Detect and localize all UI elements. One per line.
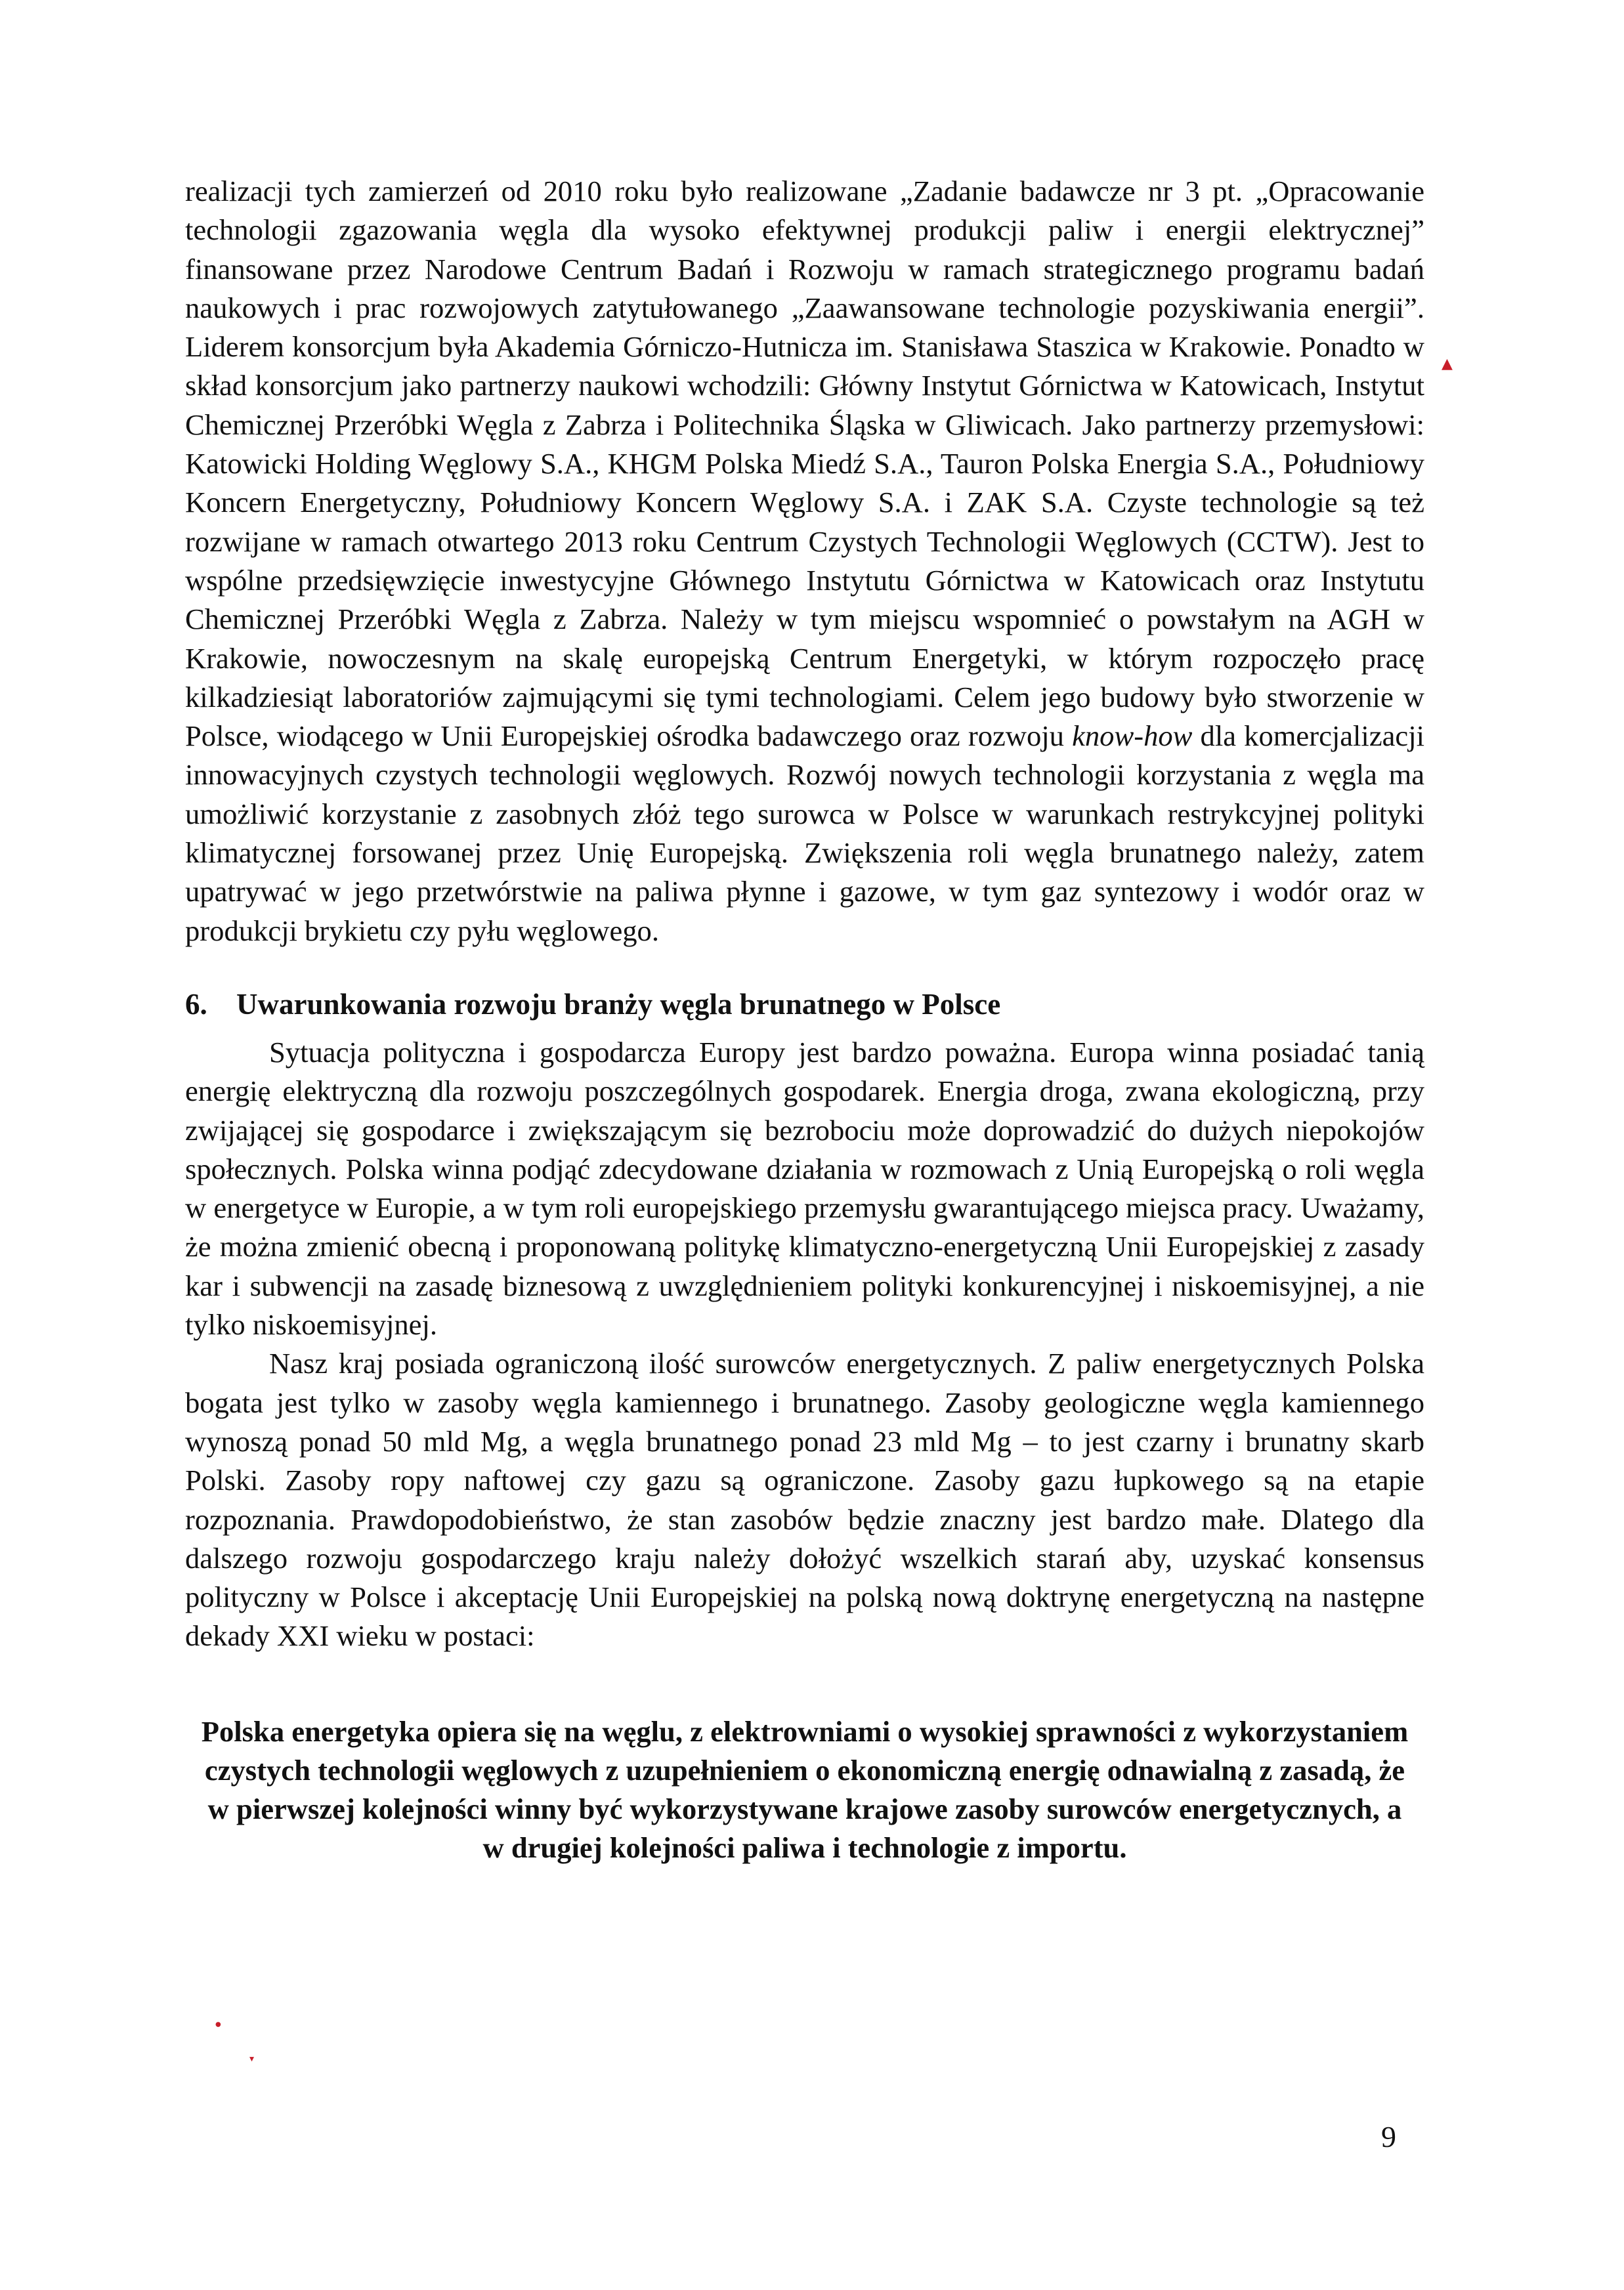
section-number: 6. — [185, 987, 207, 1021]
red-ink-mark-lower: ▾ — [249, 2054, 255, 2064]
paragraph-1-text-b: dla komercjalizacji innowacyjnych czystych technologii węglowych. Rozwój nowych technologii korzystania z węgla ma umożliwić korzystanie z zasobnych złóż tego surowca w Polsce w warunkach restrykcyjnej polityki klimatycznej forsowanej przez Unię Europejską. Zwiększenia roli węgla brunatnego należy, zatem upatrywać w jego przetwórstwie na paliwa płynne i gazowe, w tym gaz syntezowy i wodór oraz w produkcji brykietu czy pyłu węglowego. — [185, 719, 1424, 947]
red-ink-mark: ▲ — [1442, 356, 1453, 372]
body-paragraph-3: Nasz kraj posiada ograniczoną ilość surowców energetycznych. Z paliw energetycznych Polska bogata jest tylko w zasoby węgla kamiennego i brunatnego. Zasoby geologiczne węgla kamiennego wynoszą ponad 50 mld Mg, a węgla brunatnego ponad 23 mld Mg – to jest czarny i brunatny skarb Polski. Zasoby ropy naftowej czy gazu są ograniczone. Zasoby gazu łupkowego są na etapie rozpoznania. Prawdopodobieństwo, że stan zasobów będzie znaczny jest bardzo małe. Dlatego dla dalszego rozwoju gospodarczego kraju należy dołożyć wszelkich starań aby, uzyskać konsensus polityczny w Polsce i akceptację Unii Europejskiej na polską nową doktrynę energetyczną na następne dekady XXI wieku w postaci: — [185, 1347, 1424, 1653]
page-content — [185, 172, 1424, 1867]
red-ink-dot: ● — [215, 2021, 221, 2028]
energy-doctrine-statement: Polska energetyka opiera się na węglu, z elektrowniami o wysokiej sprawności z wykorzystaniem czystych technologii węglowych z uzupełnieniem o ekonomiczną energię odnawialną z zasadą, że w pierwszej kolejności winny być wykorzystywane krajowe zasoby surowców energetycznych, a w drugiej kolejności paliwa i technologie z importu. — [201, 1714, 1409, 1864]
section-title: Uwarunkowania rozwoju branży węgla brunatnego w Polsce — [236, 987, 1001, 1021]
body-paragraph-2: Sytuacja polityczna i gospodarcza Europy jest bardzo poważna. Europa winna posiadać tanią energię elektryczną dla rozwoju poszczególnych gospodarek. Energia droga, zwana ekologiczną, przy zwijającej się gospodarce i zwiększającym się bezrobociu może doprowadzić do dużych niepokojów społecznych. Polska winna podjąć zdecydowane działania w rozmowach z Unią Europejską o roli węgla w energetyce w Europie, a w tym roli europejskiego przemysłu gwarantującego miejsca pracy. Uważamy, że można zmienić obecną i proponowaną politykę klimatyczno-energetyczną Unii Europejskiej z zasady kar i subwencji na zasadę biznesową z uwzględnieniem polityki konkurencyjnej i niskoemisyjnej, a nie tylko niskoemisyjnej. — [185, 1035, 1424, 1342]
body-paragraph-1 — [185, 172, 1424, 950]
paragraph-1-text-a: realizacji tych zamierzeń od 2010 roku było realizowane „Zadanie badawcze nr 3 pt. „Opracowanie technologii zgazowania węgla dla wysoko efektywnej produkcji paliw i energii elektrycznej” finansowane przez Narodowe Centrum Badań i Rozwoju w ramach strategicznego programu badań naukowych i prac rozwojowych zatytułowanego „Zaawansowane technologie pozyskiwania energii”. Liderem konsorcjum była Akademia Górniczo-Hutnicza im. Stanisława Staszica w Krakowie. Ponadto w skład konsorcjum jako partnerzy naukowi wchodzili: Główny Instytut Górnictwa w Katowicach, Instytut Chemicznej Przeróbki Węgla z Zabrza i Politechnika Śląska w Gliwicach. Jako partnerzy przemysłowi: Katowicki Holding Węglowy S.A., KHGM Polska Miedź S.A., Tauron Polska Energia S.A., Południowy Koncern Energetyczny, Południowy Koncern Węglowy S.A. i ZAK S.A. Czyste technologie są też rozwijane w ramach otwartego 2013 roku Centrum Czystych Technologii Węglowych (CCTW). Jest to wspólne przedsięwzięcie inwestycyjne Głównego Instytutu Górnictwa w Katowicach oraz Instytutu Chemicznej Przeróbki Węgla z Zabrza. Należy w tym miejscu wspomnieć o powstałym na AGH w Krakowie, nowoczesnym na skalę europejską Centrum Energetyki, w którym rozpoczęło pracę kilkadziesiąt laboratoriów zajmującymi się tymi technologiami. Celem jego budowy było stworzenie w Polsce, wiodącego w Unii Europejskiej ośrodka badawczego oraz rozwoju — [185, 175, 1424, 753]
page-number: 9 — [1381, 2120, 1396, 2153]
know-how-term: know-how — [1072, 719, 1193, 753]
section-heading — [185, 985, 1424, 1024]
